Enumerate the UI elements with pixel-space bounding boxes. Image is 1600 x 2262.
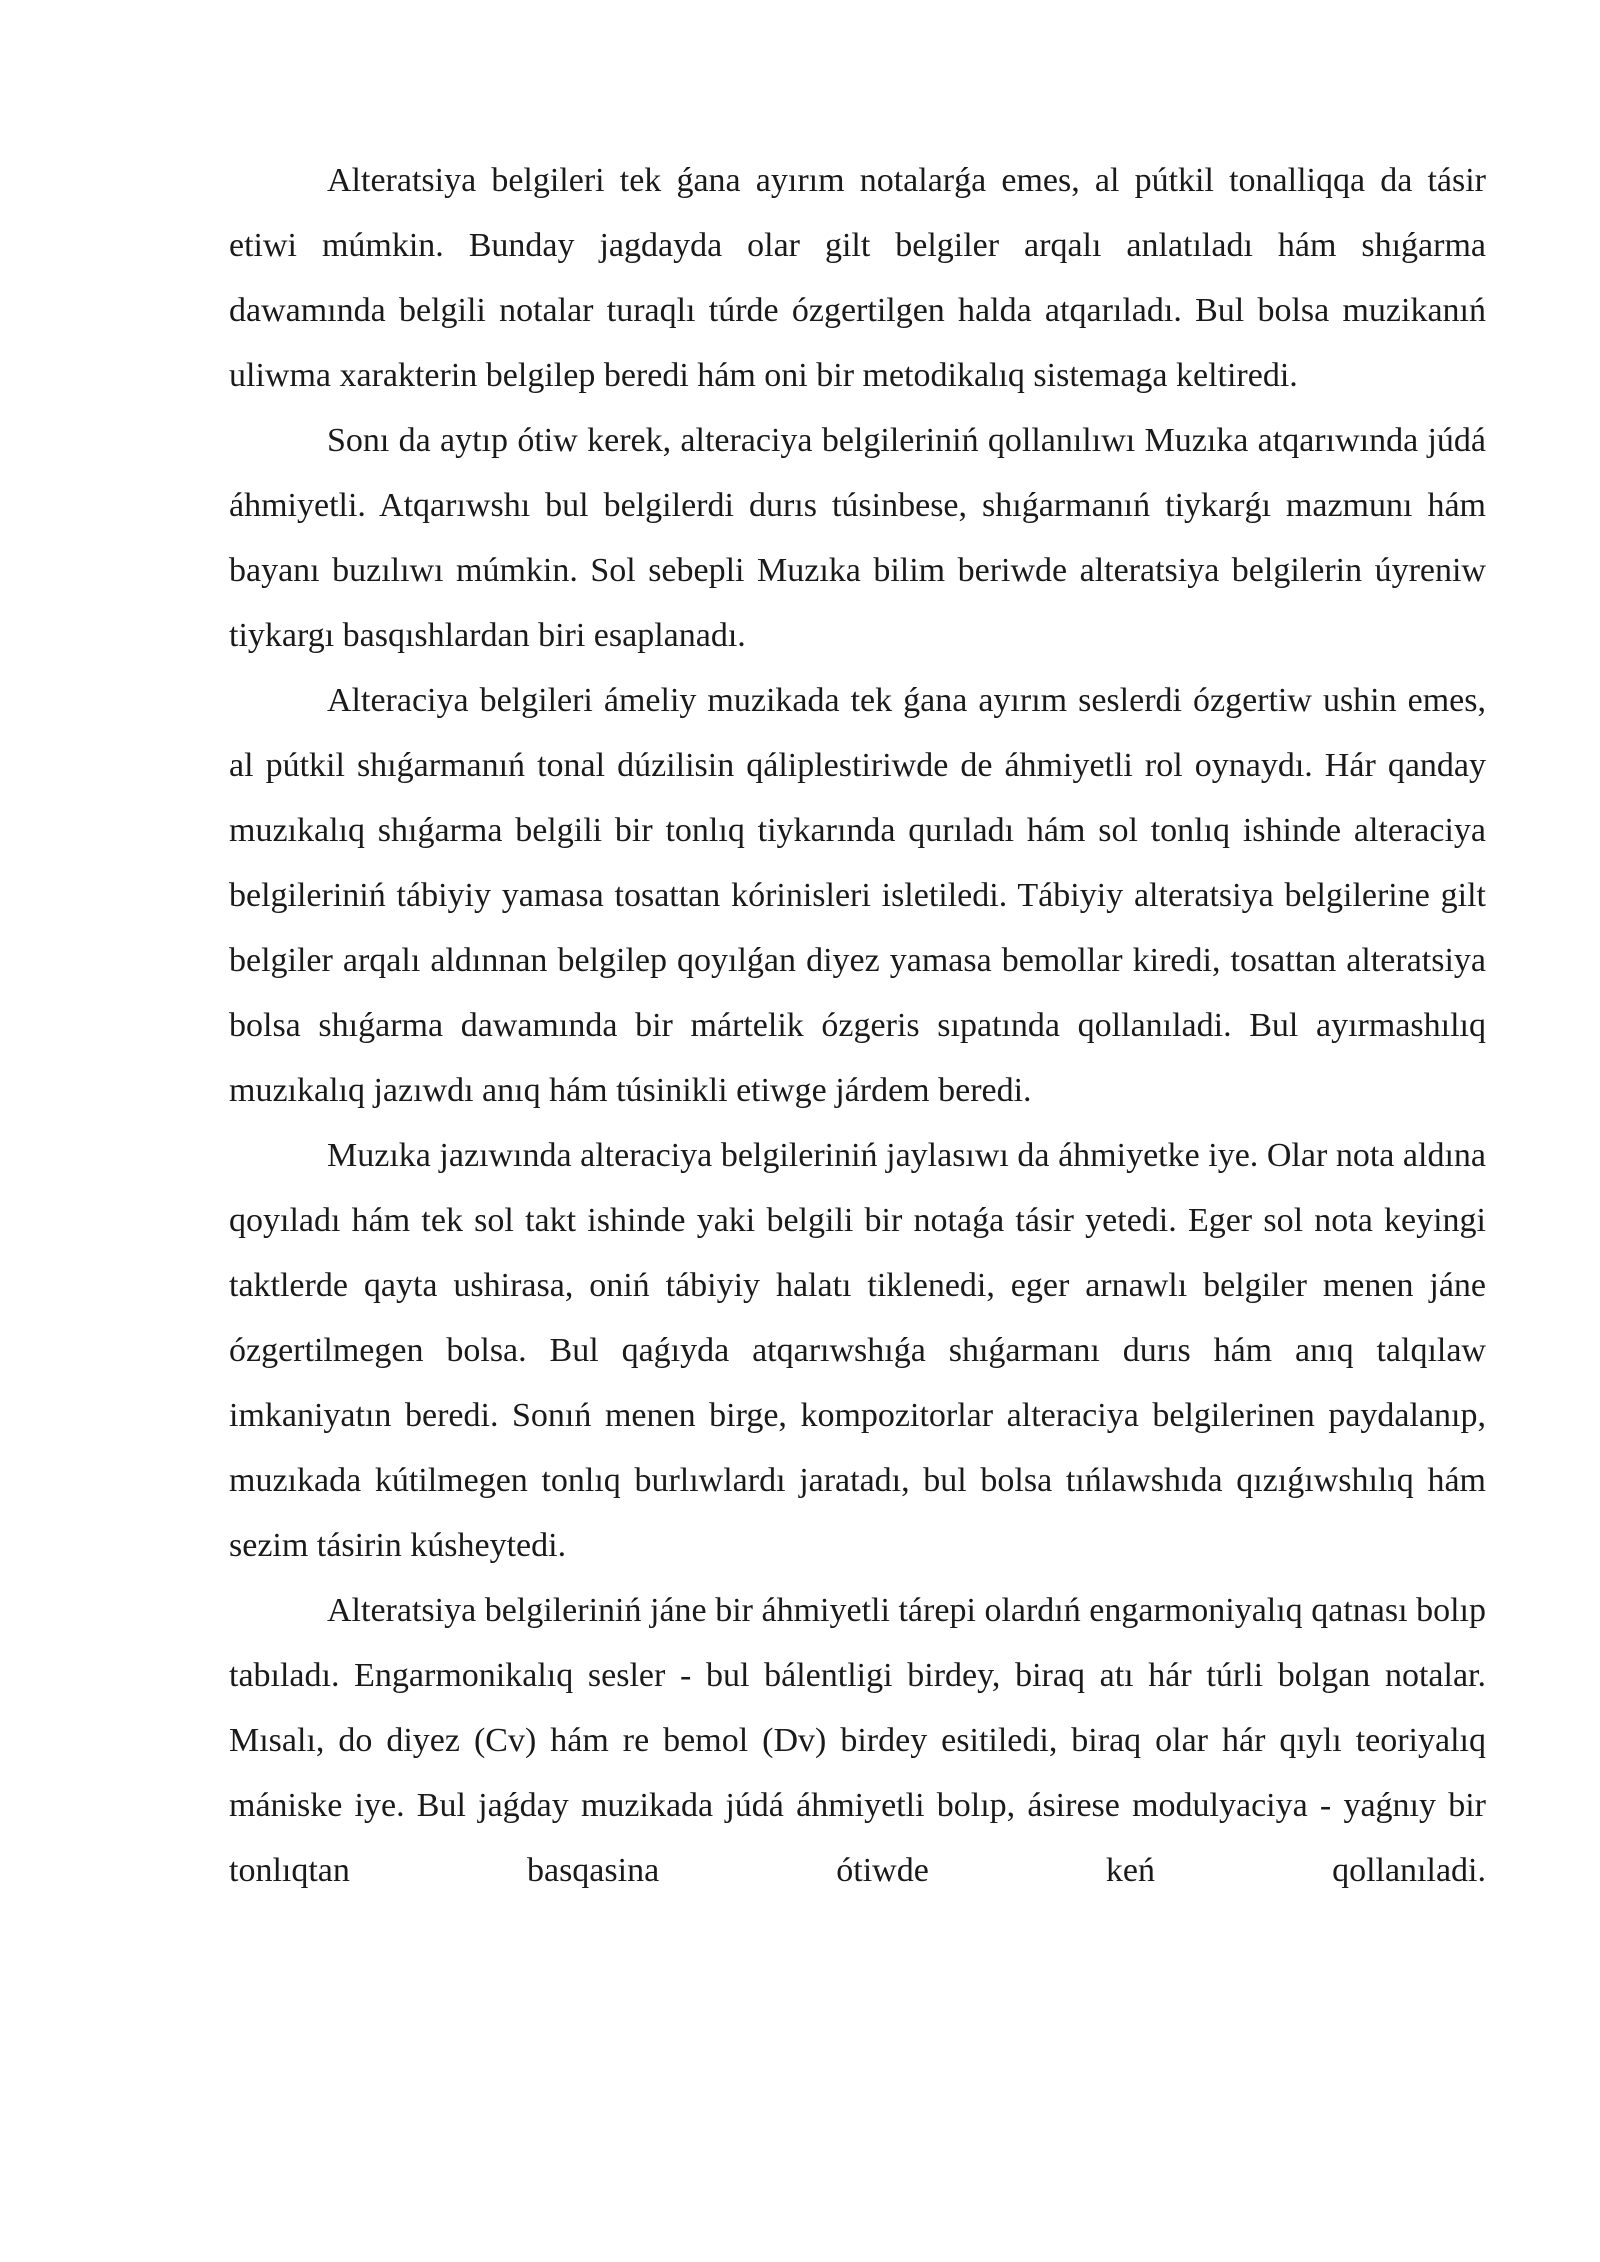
paragraph-1: Alteratsiya belgileri tek ǵana ayırım notalarǵa emes, al pútkil tonalliqqa da tásir etiwi múmkin. Bunday jagdayda olar gilt belgiler arqalı anlatıladı hám shıǵarma dawamında belgili notalar turaqlı túrde ózgertilgen halda atqarıladı. Bul bolsa muzikanıń uliwma xarakterin belgilep beredi hám oni bir metodikalıq sistemaga keltiredi. [229, 162, 1486, 394]
document-body [229, 148, 1486, 1903]
paragraph-4: Muzıka jazıwında alteraciya belgileriniń jaylasıwı da áhmiyetke iye. Olar nota aldına qoyıladı hám tek sol takt ishinde yaki belgili bir notaǵa tásir yetedi. Eger sol nota keyingi taktlerde qayta ushirasa, oniń tábiyiy halatı tiklenedi, eger arnawlı belgiler menen jáne ózgertilmegen bolsa. Bul qaǵıyda atqarıwshıǵa shıǵarmanı durıs hám anıq talqılaw imkaniyatın beredi. Sonıń menen birge, kompozitorlar alteraciya belgilerinen paydalanıp, muzıkada kútilmegen tonlıq burlıwlardı jaratadı, bul bolsa tıńlawshıda qızıǵıwshılıq hám sezim tásirin kúsheytedi. [229, 1137, 1486, 1564]
paragraph-2: Sonı da aytıp ótiw kerek, alteraciya belgileriniń qollanılıwı Muzıka atqarıwında júdá áhmiyetli. Atqarıwshı bul belgilerdi durıs túsinbese, shıǵarmanıń tiykarǵı mazmunı hám bayanı buzılıwı múmkin. Sol sebepli Muzıka bilim beriwde alteratsiya belgilerin úyreniw tiykargı basqıshlardan biri esaplanadı. [229, 422, 1486, 654]
paragraph-3: Alteraciya belgileri ámeliy muzikada tek ǵana ayırım seslerdi ózgertiw ushin emes, al pútkil shıǵarmanıń tonal dúzilisin qáliplestiriwde de áhmiyetli rol oynaydı. Hár qanday muzıkalıq shıǵarma belgili bir tonlıq tiykarında qurıladı hám sol tonlıq ishinde alteraciya belgileriniń tábiyiy yamasa tosattan kórinisleri isletiledi. Tábiyiy alteratsiya belgilerine gilt belgiler arqalı aldınnan belgilep qoyılǵan diyez yamasa bemollar kiredi, tosattan alteratsiya bolsa shıǵarma dawamında bir mártelik ózgeris sıpatında qollanıladi. Bul ayırmashılıq muzıkalıq jazıwdı anıq hám túsinikli etiwge járdem beredi. [229, 682, 1486, 1109]
paragraph-5: Alteratsiya belgileriniń jáne bir áhmiyetli tárepi olardıń engarmoniyalıq qatnası bolıp tabıladı. Engarmonikalıq sesler - bul bálentligi birdey, biraq atı hár túrli bolgan notalar. Mısalı, do diyez (Cv) hám re bemol (Dv) birdey esitiledi, biraq olar hár qıylı teoriyalıq mániske iye. Bul jaǵday muzikada júdá áhmiyetli bolıp, ásirese modulyaciya - yaǵnıy bir tonlıqtan basqasina ótiwde keń qollanıladi. [229, 1592, 1486, 1889]
